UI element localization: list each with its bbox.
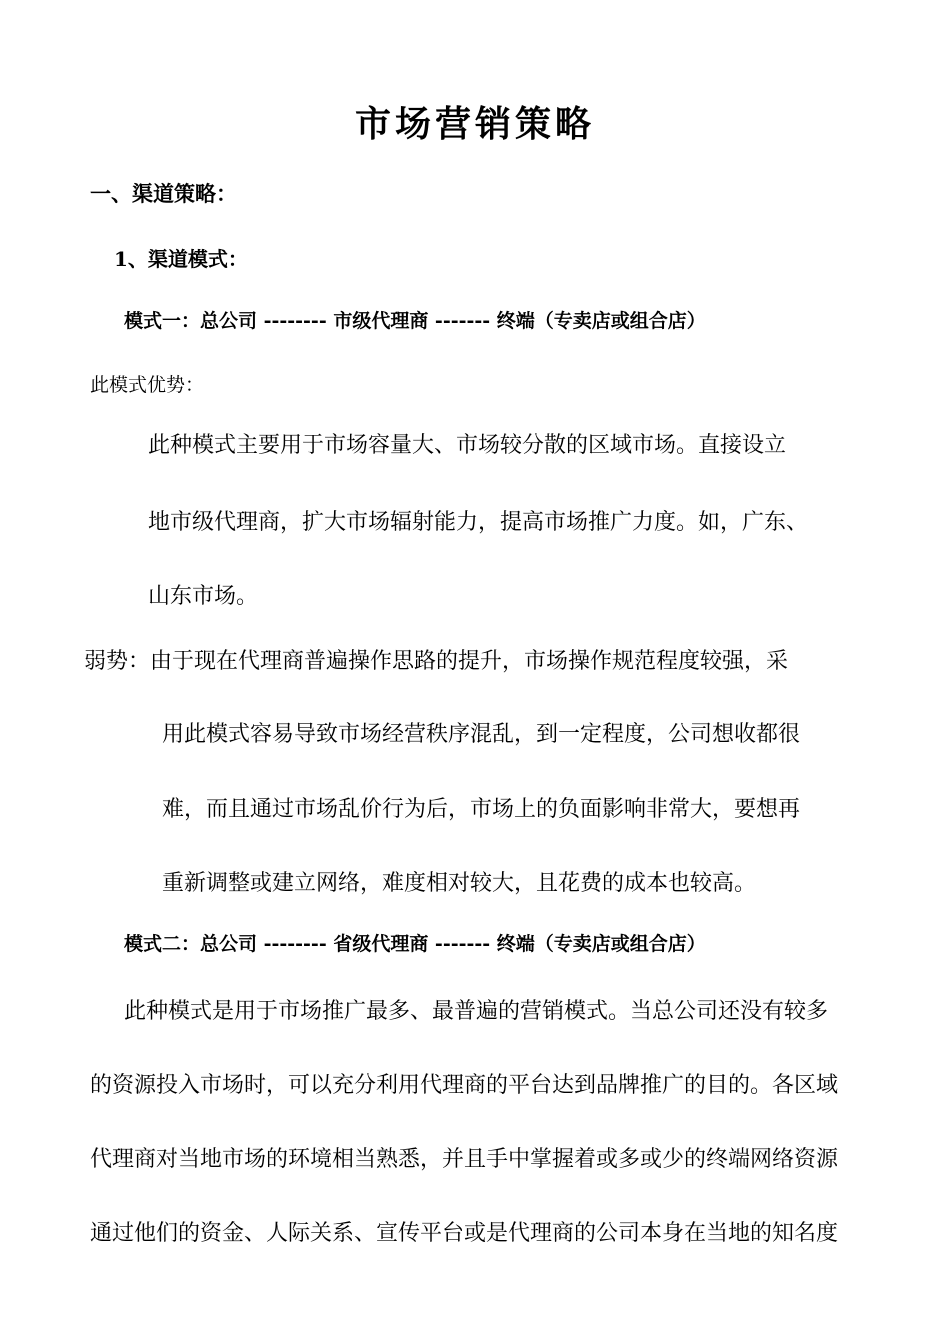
mode-two-paragraph-line: 的资源投入市场时，可以充分利用代理商的平台达到品牌推广的目的。各区域 [90,1073,839,1098]
section-heading-channel-strategy: 一、渠道策略： [90,181,237,206]
advantage-label: 此模式优势： [90,374,205,396]
weakness-line: 弱势：由于现在代理商普遍操作思路的提升，市场操作规范程度较强，采 [84,649,789,674]
subsection-heading-channel-mode: 1、渠道模式： [114,247,248,271]
mode-two-paragraph-line: 此种模式是用于市场推广最多、最普遍的营销模式。当总公司还没有较多 [124,999,829,1024]
weakness-line: 难，而且通过市场乱价行为后，市场上的负面影响非常大，要想再 [162,797,801,822]
advantage-line: 地市级代理商，扩大市场辐射能力，提高市场推广力度。如，广东、 [148,510,809,535]
document-title: 市场营销策略 [354,103,595,145]
mode-two-heading: 模式二：总公司 -------- 省级代理商 ------- 终端（专卖店或组合店） [124,933,706,955]
weakness-line: 用此模式容易导致市场经营秩序混乱，到一定程度，公司想收都很 [162,722,801,747]
advantage-line: 山东市场。 [148,584,259,609]
mode-two-paragraph-line: 代理商对当地市场的环境相当熟悉，并且手中掌握着或多或少的终端网络资源 [90,1147,839,1172]
weakness-line: 重新调整或建立网络，难度相对较大，且花费的成本也较高。 [162,871,757,896]
advantage-line: 此种模式主要用于市场容量大、市场较分散的区域市场。直接设立 [148,433,787,458]
mode-two-paragraph-line: 通过他们的资金、人际关系、宣传平台或是代理商的公司本身在当地的知名度 [90,1221,839,1246]
mode-one-heading: 模式一：总公司 -------- 市级代理商 ------- 终端（专卖店或组合店） [124,310,706,332]
